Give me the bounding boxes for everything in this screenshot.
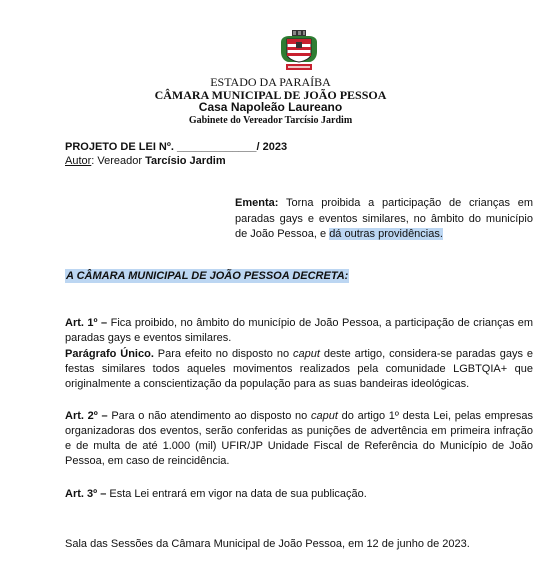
decree-heading: A CÂMARA MUNICIPAL DE JOÃO PESSOA DECRETA:: [66, 270, 349, 282]
article-2-label: Art. 2º –: [65, 410, 108, 422]
ementa-highlighted-text: dá outras providências.: [329, 228, 443, 240]
bill-title: PROJETO DE LEI Nº. _____________/ 2023: [65, 141, 288, 153]
author-prefix: : Vereador: [91, 155, 146, 167]
closing-line: Sala das Sessões da Câmara Municipal de João Pessoa, em 12 de junho de 2023.: [65, 538, 470, 550]
paragraph-unico-label: Parágrafo Único.: [65, 348, 154, 360]
house-heading: Casa Napoleão Laureano: [198, 100, 343, 114]
office-heading: Gabinete do Vereador Tarcísio Jardim: [188, 115, 353, 126]
article-1-text: Fica proibido, no âmbito do município de João Pessoa, a participação de crianças em paradas gays e eventos similares.: [65, 317, 533, 344]
paragraph-unico-text-end: deste artigo, considera-se paradas gays e festas similares todos aqueles movimentos realizados pela comunidade LGBTQIA+ que originalmente a conscientização da população para as suas bandeiras ideológicas.: [65, 348, 533, 390]
state-heading: ESTADO DA PARAÍBA: [210, 75, 331, 89]
ementa-text: Torna proibida a participação de crianças em paradas gays e eventos similares, no âmbito do município de João Pessoa, e: [235, 197, 533, 240]
paragraph-unico-caput: caput: [292, 348, 320, 360]
bill-author: [65, 154, 226, 168]
ementa-block: [235, 196, 533, 243]
chamber-heading: CÂMARA MUNICIPAL DE JOÃO PESSOA: [154, 88, 387, 102]
article-2-text: Para o não atendimento ao disposto no: [107, 410, 311, 422]
article-2-caput: caput: [311, 410, 338, 422]
paragraph-unico-text: Para efeito no disposto no: [153, 348, 293, 360]
municipal-coat-of-arms-icon: [277, 30, 321, 74]
author-label: Autor: [65, 155, 92, 167]
article-3-text: Esta Lei entrará em vigor na data de sua publicação.: [106, 488, 367, 500]
article-3: [65, 487, 533, 502]
article-3-label: Art. 3º –: [65, 488, 107, 500]
paragraph-unico: [65, 347, 533, 392]
article-1-label: Art. 1º –: [65, 317, 108, 329]
ementa-label: Ementa:: [235, 197, 279, 209]
article-1: [65, 316, 533, 346]
author-name: Tarcísio Jardim: [145, 155, 226, 167]
article-2-text-end: do artigo 1º desta Lei, pelas empresas organizadoras dos eventos, serão conferidas as punições de advertência em primeira infração e de multa de até 1.000 (mil) UFIR/JP Unidade Fiscal de Referência do Município de João Pessoa, em caso de reincidência.: [65, 410, 534, 467]
article-2: [65, 409, 533, 469]
